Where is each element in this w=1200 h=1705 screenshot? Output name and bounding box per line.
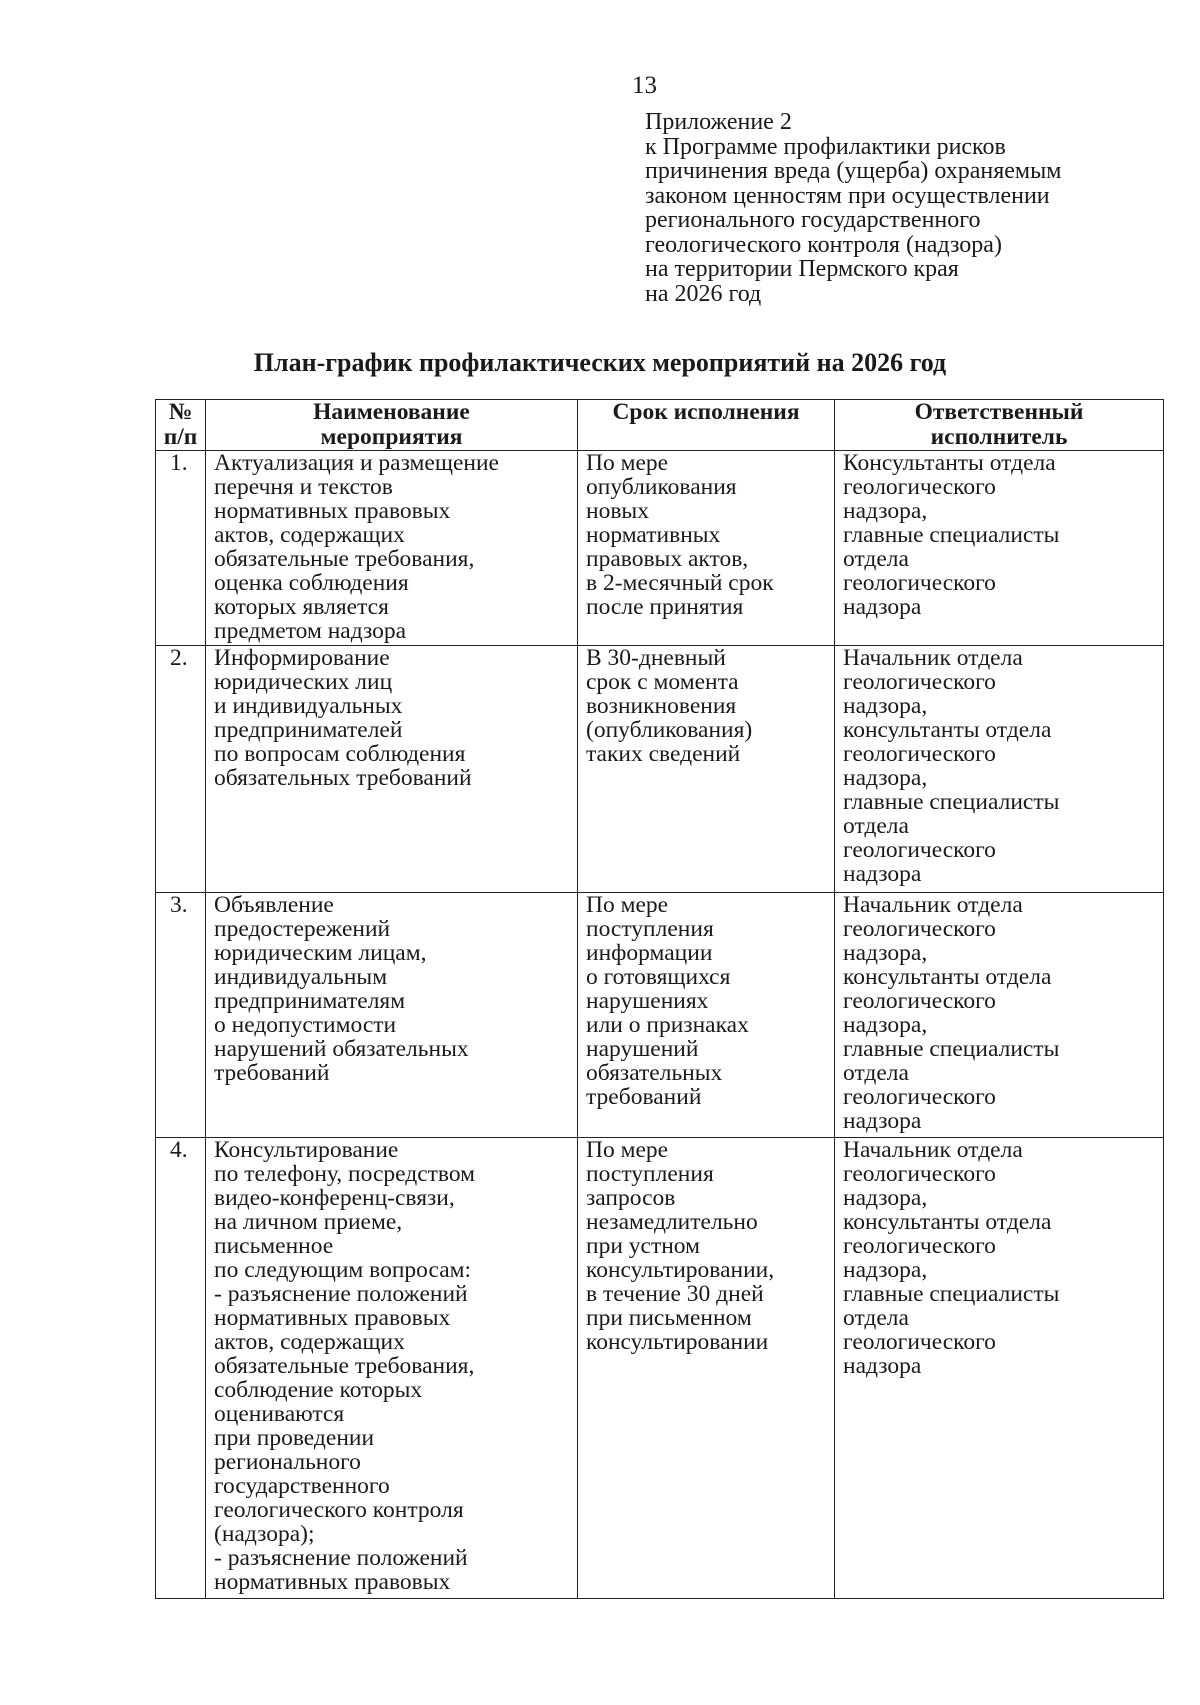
responsible-cell (835, 1138, 1164, 1599)
header-text: п/п (163, 424, 198, 450)
cell-line: Объявление (214, 892, 334, 918)
cell-line: нормативных правовых (214, 498, 451, 524)
cell-line: геологического (843, 916, 996, 942)
header-text: Наименование (313, 399, 470, 425)
cell-line: предпринимателям (214, 988, 406, 1014)
appendix-line: геологического контроля (надзора) (645, 231, 1002, 258)
cell-line: запросов (586, 1185, 676, 1211)
cell-line: геологического (843, 474, 996, 500)
cell-line: консультировании, (586, 1257, 775, 1283)
cell-line: По мере (586, 450, 669, 476)
cell-line: срок с момента (586, 669, 739, 695)
cell-line: обязательные требования, (214, 546, 475, 572)
appendix-line: Приложение 2 (645, 109, 792, 135)
cell-line: (опубликования) (586, 717, 753, 743)
cell-line: По мере (586, 1137, 669, 1163)
cell-line: по телефону, посредством (214, 1161, 476, 1187)
cell-line: (надзора); (214, 1521, 315, 1547)
cell-line: требований (214, 1060, 330, 1086)
appendix-line: причинения вреда (ущерба) охраняемым (645, 158, 1062, 184)
cell-line: главные специалисты (843, 789, 1060, 815)
deadline-cell (578, 893, 835, 1138)
cell-line: Консультирование (214, 1137, 399, 1163)
cell-line: при письменном (586, 1305, 752, 1331)
cell-line: Информирование (214, 645, 390, 671)
cell-line: надзора, (843, 1185, 928, 1211)
cell-line: главные специалисты (843, 1036, 1060, 1062)
responsible-cell (835, 893, 1164, 1138)
cell-line: по следующим вопросам: (214, 1257, 472, 1283)
cell-line: надзора (843, 594, 922, 620)
header-text: № (168, 399, 193, 425)
cell-line: информации (586, 940, 713, 966)
header-deadline (578, 400, 835, 451)
cell-line: надзора, (843, 765, 928, 791)
row-number: 3. (156, 893, 206, 1138)
cell-line: надзора, (843, 940, 928, 966)
cell-line: обязательные требования, (214, 1353, 475, 1379)
header-num (156, 400, 206, 451)
cell-line: предпринимателей (214, 717, 403, 743)
cell-line: по вопросам соблюдения (214, 741, 466, 767)
cell-line: оценка соблюдения (214, 570, 409, 596)
cell-line: на личном приеме, (214, 1209, 403, 1235)
header-responsible (835, 400, 1164, 451)
cell-line: опубликования (586, 474, 737, 500)
cell-line: отдела (843, 546, 909, 572)
cell-line: таких сведений (586, 741, 741, 767)
cell-line: главные специалисты (843, 1281, 1060, 1307)
cell-line: консультировании (586, 1329, 769, 1355)
cell-line: геологического (843, 741, 996, 767)
cell-line: актов, содержащих (214, 522, 405, 548)
cell-line: нормативных правовых (214, 1569, 451, 1595)
page-number: 13 (632, 72, 657, 99)
cell-line: актов, содержащих (214, 1329, 405, 1355)
cell-line: нормативных (586, 522, 721, 548)
cell-line: нарушениях (586, 988, 709, 1014)
cell-line: требований (586, 1084, 702, 1110)
header-text: мероприятия (320, 424, 463, 450)
cell-line: надзора, (843, 1257, 928, 1283)
cell-line: видео-конференц-связи, (214, 1185, 455, 1211)
cell-line: письменное (214, 1233, 334, 1259)
row-number: 2. (156, 646, 206, 893)
cell-line: Начальник отдела (843, 1137, 1023, 1163)
cell-line: геологического (843, 837, 996, 863)
cell-line: оцениваются (214, 1401, 345, 1427)
cell-line: предостережений (214, 916, 391, 942)
cell-line: возникновения (586, 693, 737, 719)
cell-line: главные специалисты (843, 522, 1060, 548)
cell-line: незамедлительно (586, 1209, 758, 1235)
cell-line: в 2-месячный срок (586, 570, 774, 596)
appendix-note (645, 110, 1165, 306)
cell-line: консультанты отдела (843, 717, 1052, 743)
cell-line: отдела (843, 813, 909, 839)
cell-line: геологического (843, 669, 996, 695)
cell-line: отдела (843, 1305, 909, 1331)
cell-line: обязательных (586, 1060, 723, 1086)
cell-line: юридическим лицам, (214, 940, 427, 966)
cell-line: консультанты отдела (843, 964, 1052, 990)
cell-line: при проведении (214, 1425, 375, 1451)
cell-line: надзора (843, 1108, 922, 1134)
cell-line: о готовящихся (586, 964, 731, 990)
cell-line: геологического (843, 570, 996, 596)
cell-line: геологического (843, 988, 996, 1014)
cell-line: отдела (843, 1060, 909, 1086)
cell-line: геологического (843, 1084, 996, 1110)
document-title: План-график профилактических мероприятий на 2026 год (253, 348, 947, 377)
header-text: Срок исполнения (612, 399, 800, 425)
cell-line: нормативных правовых (214, 1305, 451, 1331)
appendix-line: на 2026 год (645, 280, 762, 307)
header-name (206, 400, 578, 451)
cell-line: надзора (843, 1353, 922, 1379)
deadline-cell (578, 1138, 835, 1599)
cell-line: соблюдение которых (214, 1377, 423, 1403)
cell-line: В 30-дневный (586, 645, 726, 671)
header-text: Ответственный (914, 399, 1084, 425)
cell-line: о недопустимости (214, 1012, 397, 1038)
cell-line: - разъяснение положений (214, 1281, 468, 1307)
appendix-line: на территории Пермского края (645, 256, 959, 282)
cell-line: надзора, (843, 1012, 928, 1038)
cell-line: Консультанты отдела (843, 450, 1056, 476)
appendix-line: к Программе профилактики рисков (645, 133, 1006, 160)
cell-line: при устном (586, 1233, 700, 1259)
cell-line: которых является (214, 594, 389, 620)
responsible-cell (835, 646, 1164, 893)
appendix-line: регионального государственного (645, 207, 981, 233)
cell-line: нарушений (586, 1036, 699, 1062)
header-text: исполнитель (930, 424, 1068, 450)
cell-line: индивидуальным (214, 964, 388, 990)
table-row (156, 646, 1164, 893)
plan-schedule-table (155, 399, 1164, 1599)
cell-line: Начальник отдела (843, 892, 1023, 918)
cell-line: нарушений обязательных (214, 1036, 469, 1062)
activity-name-cell (206, 451, 578, 646)
cell-line: поступления (586, 916, 714, 942)
cell-line: после принятия (586, 594, 744, 620)
cell-line: консультанты отдела (843, 1209, 1052, 1235)
cell-line: геологического (843, 1329, 996, 1355)
cell-line: Актуализация и размещение (214, 450, 499, 476)
table-row (156, 1138, 1164, 1599)
cell-line: геологического контроля (214, 1497, 464, 1523)
cell-line: в течение 30 дней (586, 1281, 764, 1307)
cell-line: государственного (214, 1473, 390, 1499)
cell-line: надзора, (843, 693, 928, 719)
cell-line: геологического (843, 1233, 996, 1259)
row-number: 1. (156, 451, 206, 646)
deadline-cell (578, 451, 835, 646)
cell-line: и индивидуальных (214, 693, 403, 719)
table-header-row (156, 400, 1164, 451)
cell-line: обязательных требований (214, 765, 472, 791)
cell-line: надзора (843, 861, 922, 887)
cell-line: или о признаках (586, 1012, 749, 1038)
cell-line: предметом надзора (214, 618, 407, 644)
activity-name-cell (206, 646, 578, 893)
appendix-line: законом ценностям при осуществлении (645, 182, 1050, 209)
cell-line: регионального (214, 1449, 361, 1475)
table-row (156, 893, 1164, 1138)
cell-line: юридических лиц (214, 669, 393, 695)
responsible-cell (835, 451, 1164, 646)
cell-line: геологического (843, 1161, 996, 1187)
cell-line: перечня и текстов (214, 474, 393, 500)
cell-line: новых (586, 498, 649, 524)
cell-line: поступления (586, 1161, 714, 1187)
cell-line: Начальник отдела (843, 645, 1023, 671)
cell-line: По мере (586, 892, 669, 918)
row-number: 4. (156, 1138, 206, 1599)
cell-line: - разъяснение положений (214, 1545, 468, 1571)
activity-name-cell (206, 1138, 578, 1599)
cell-line: правовых актов, (586, 546, 749, 572)
table-row (156, 451, 1164, 646)
cell-line: надзора, (843, 498, 928, 524)
activity-name-cell (206, 893, 578, 1138)
deadline-cell (578, 646, 835, 893)
